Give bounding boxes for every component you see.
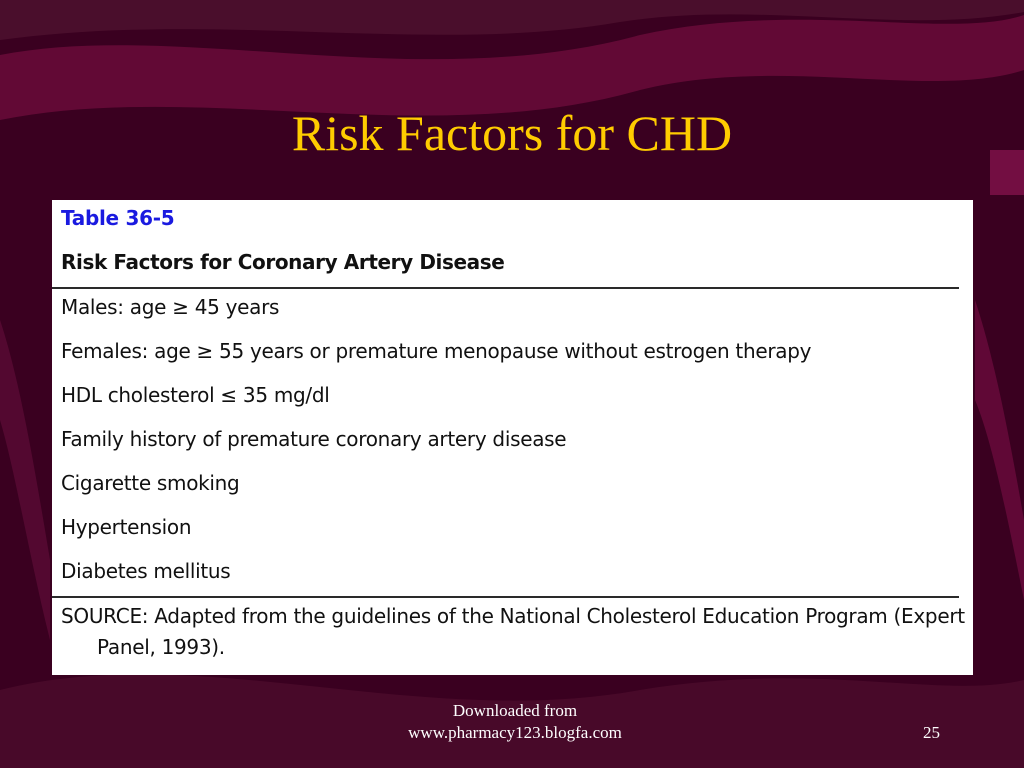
table-number: Table 36-5 [61,206,175,230]
table-divider-bottom [52,596,959,598]
footer-credit [370,700,660,744]
risk-factor-row: Hypertension [61,515,192,539]
risk-factor-row: Females: age ≥ 55 years or premature menopause without estrogen therapy [61,339,812,363]
risk-factor-row: Cigarette smoking [61,471,240,495]
slide-number: 25 [923,723,940,742]
footer-credit-line: Downloaded from [452,701,578,720]
table-caption: Risk Factors for Coronary Artery Disease [61,250,505,274]
slide-title: Risk Factors for CHD [291,105,733,161]
table-figure [52,200,973,675]
risk-factor-row: HDL cholesterol ≤ 35 mg/dl [61,383,330,407]
table-divider-top [52,287,959,289]
footer-credit-url: www.pharmacy123.blogfa.com [408,723,622,742]
risk-factor-row: Males: age ≥ 45 years [61,295,280,319]
table-source-note: SOURCE: Adapted from the guidelines of the National Cholesterol Education Program (Expert Panel, 1993). [61,604,965,659]
risk-factor-row: Family history of premature coronary artery disease [61,427,567,451]
risk-factor-row: Diabetes mellitus [61,559,231,583]
